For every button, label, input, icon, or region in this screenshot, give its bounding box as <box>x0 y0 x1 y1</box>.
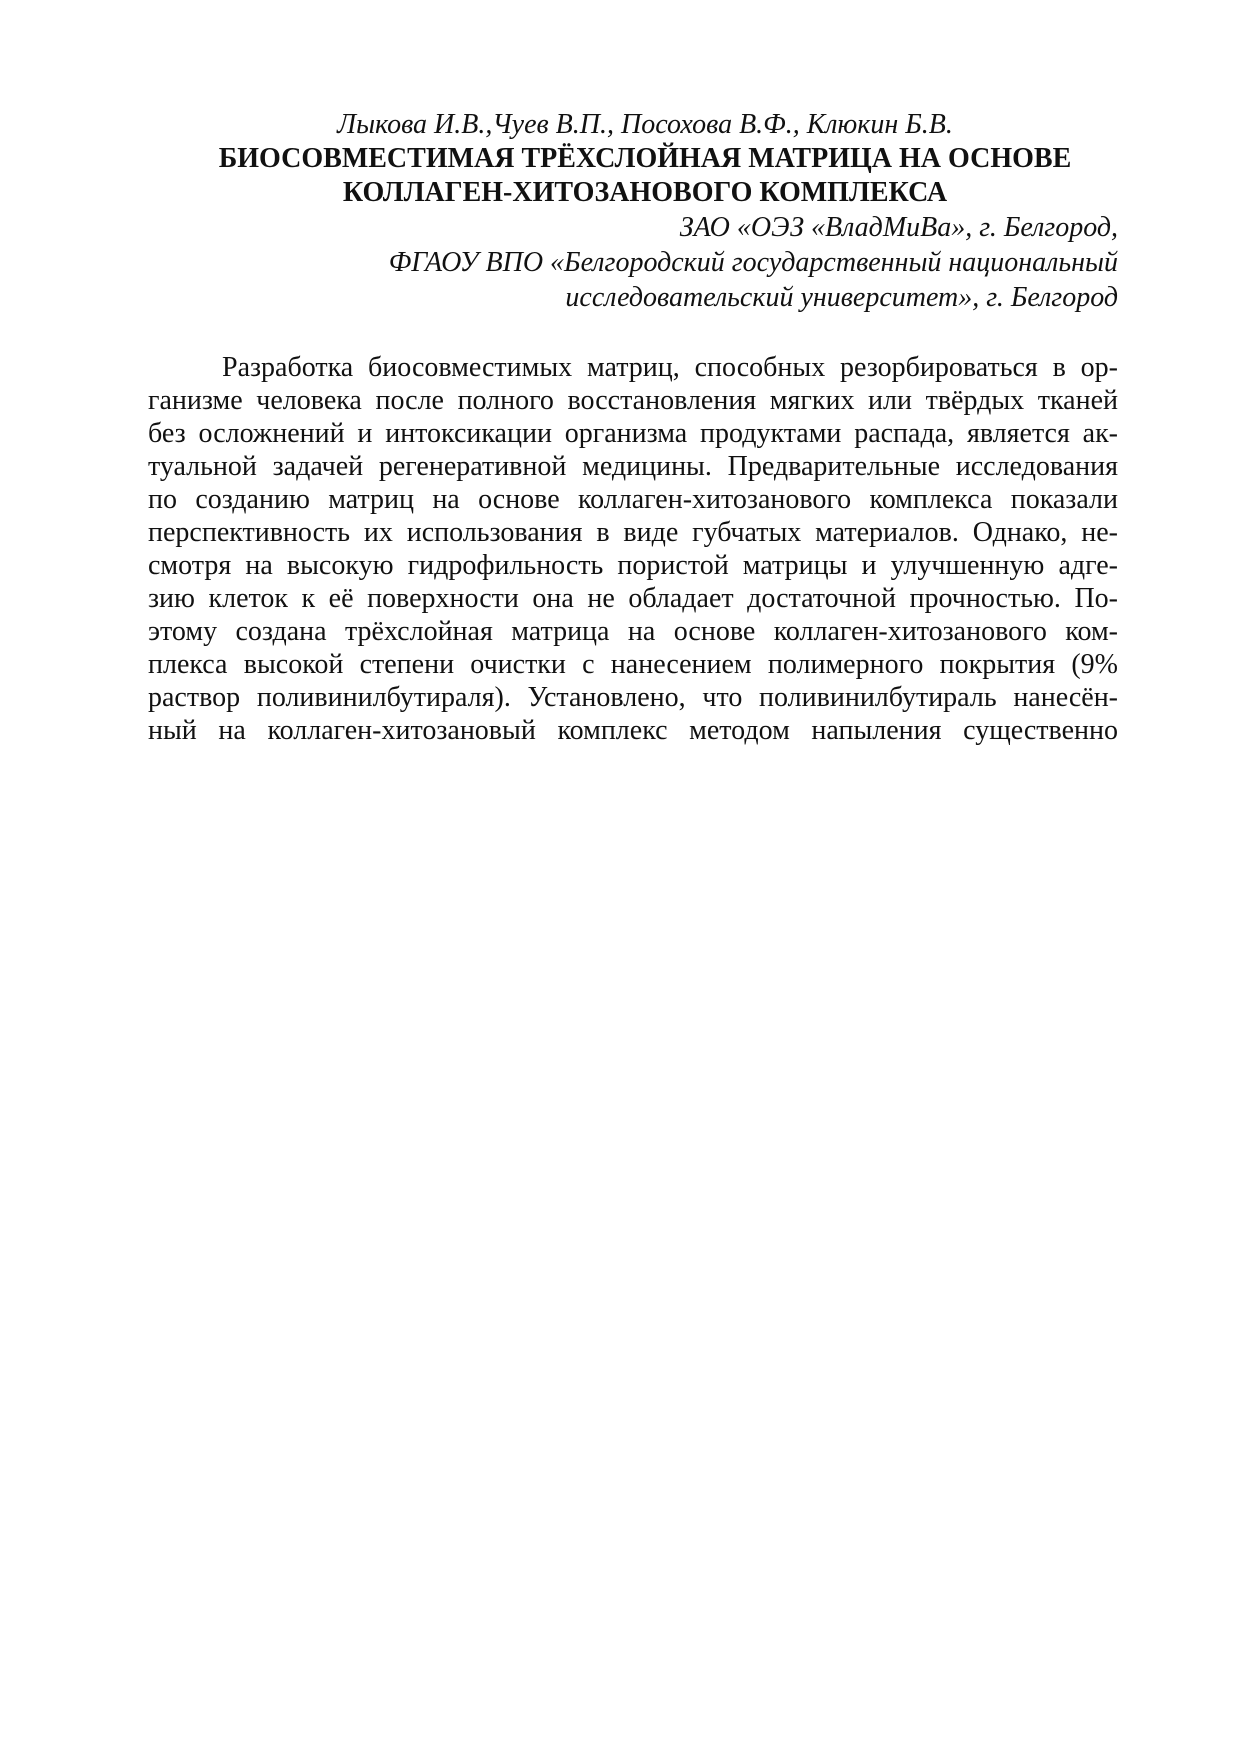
body-line-3: без осложнений и интоксикации организма продуктами распада, является ак- <box>148 418 1118 449</box>
authors: Лыкова И.В.,Чуев В.П., Посохова В.Ф., Клюкин Б.В. <box>337 109 953 140</box>
body-line-12: ный на коллаген-хитозановый комплекс методом напыления существенно <box>148 715 1118 746</box>
body-line-1: Разработка биосовместимых матриц, способных резорбироваться в ор- <box>222 352 1118 383</box>
body-line-5: по созданию матриц на основе коллаген-хитозанового комплекса показали <box>148 484 1118 515</box>
body-line-9: этому создана трёхслойная матрица на основе коллаген-хитозанового ком- <box>148 616 1118 647</box>
affiliation-line-1: ЗАО «ОЭЗ «ВладМиВа», г. Белгород, <box>679 212 1118 243</box>
title-line-2: КОЛЛАГЕН-ХИТОЗАНОВОГО КОМПЛЕКСА <box>342 177 948 208</box>
title-line-1: БИОСОВМЕСТИМАЯ ТРЁХСЛОЙНАЯ МАТРИЦА НА ОСНОВЕ <box>218 143 1072 174</box>
body-line-7: смотря на высокую гидрофильность пористой матрицы и улучшенную адге- <box>148 550 1118 581</box>
affiliations <box>148 210 1118 315</box>
body-line-2: ганизме человека после полного восстановления мягких или твёрдых тканей <box>148 385 1118 416</box>
body-line-11: раствор поливинилбутираля). Установлено, что поливинилбутираль нанесён- <box>148 682 1118 713</box>
body-line-8: зию клеток к её поверхности она не обладает достаточной прочностью. По- <box>148 583 1118 614</box>
body-line-4: туальной задачей регенеративной медицины. Предварительные исследования <box>148 451 1118 482</box>
paper-title <box>148 142 1118 210</box>
body-line-10: плекса высокой степени очистки с нанесением полимерного покрытия (9% <box>148 649 1118 680</box>
body-line-6: перспективность их использования в виде губчатых материалов. Однако, не- <box>148 517 1118 548</box>
document-page <box>148 108 1118 747</box>
affiliation-line-2: ФГАОУ ВПО «Белгородский государственный национальный <box>388 247 1118 278</box>
abstract-paragraph <box>148 351 1118 747</box>
affiliation-line-3: исследовательский университет», г. Белгород <box>565 282 1118 313</box>
